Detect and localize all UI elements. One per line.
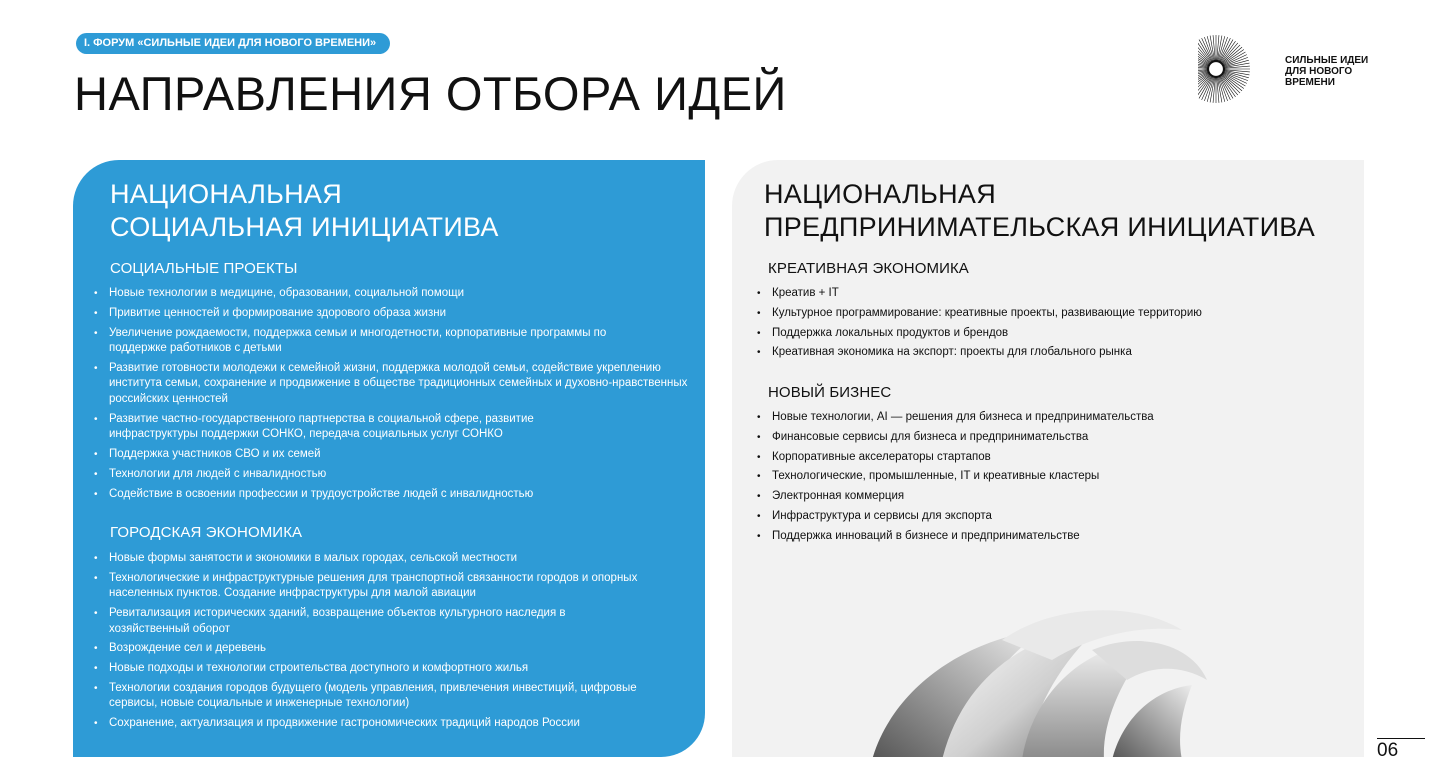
page-title: НАПРАВЛЕНИЯ ОТБОРА ИДЕЙ (74, 67, 787, 120)
entrepreneurial-initiative-card (732, 160, 1364, 757)
list-item: • Ревитализация исторических зданий, возвращение объектов культурного наследия в хозяйственный оборот (94, 606, 639, 637)
section-heading-social-projects: СОЦИАЛЬНЫЕ ПРОЕКТЫ (110, 260, 298, 277)
list-item: • Культурное программирование: креативные проекты, развивающие территорию (757, 306, 1347, 322)
card-title-line-1: НАЦИОНАЛЬНАЯ (110, 179, 343, 209)
card-title-line-2: ПРЕДПРИНИМАТЕЛЬСКАЯ ИНИЦИАТИВА (764, 212, 1316, 242)
card-title-line-2: СОЦИАЛЬНАЯ ИНИЦИАТИВА (110, 212, 499, 242)
logo-line-3: ВРЕМЕНИ (1285, 77, 1335, 88)
logo-line-1: СИЛЬНЫЕ ИДЕИ (1285, 55, 1369, 66)
social-initiative-title (110, 178, 499, 244)
list-item: • Технологии создания городов будущего (модель управления, привлечения инвестиций, цифровые сервисы, новые социальные и инженерные технологии) (94, 681, 669, 712)
forum-section-badge: I. ФОРУМ «СИЛЬНЫЕ ИДЕИ ДЛЯ НОВОГО ВРЕМЕНИ» (76, 33, 390, 54)
list-item: • Возрождение сел и деревень (94, 641, 694, 657)
entrepreneurial-initiative-title (764, 178, 1315, 244)
section-heading-creative-economy: КРЕАТИВНАЯ ЭКОНОМИКА (768, 260, 969, 277)
card-title-line-1: НАЦИОНАЛЬНАЯ (764, 179, 997, 209)
list-item: • Технологии для людей с инвалидностью (94, 467, 694, 483)
logo-line-2: ДЛЯ НОВОГО (1285, 66, 1353, 77)
section-heading-new-business: НОВЫЙ БИЗНЕС (768, 384, 892, 401)
creative-economy-list (757, 286, 1347, 365)
sunburst-logo-icon (1198, 34, 1278, 104)
list-item: • Технологические и инфраструктурные решения для транспортной связанности городов и опорных населенных пунктов. Создание инфраструктуры для малой авиации (94, 571, 669, 602)
list-item: • Технологические, промышленные, IT и креативные кластеры (757, 469, 1347, 485)
list-item: • Новые технологии в медицине, образовании, социальной помощи (94, 286, 694, 302)
list-item: • Содействие в освоении профессии и трудоустройстве людей с инвалидностью (94, 487, 694, 503)
list-item: • Увеличение рождаемости, поддержка семьи и многодетности, корпоративные программы по поддержке работников с детьми (94, 326, 654, 357)
list-item: • Поддержка инноваций в бизнесе и предпринимательстве (757, 529, 1347, 545)
social-initiative-card (73, 160, 705, 757)
list-item: • Новые формы занятости и экономики в малых городах, сельской местности (94, 551, 694, 567)
page-number: 06 (1377, 738, 1425, 760)
urban-economy-list (94, 551, 694, 736)
list-item: • Поддержка участников СВО и их семей (94, 447, 694, 463)
swirl-sculpture-icon (852, 600, 1212, 757)
list-item: • Финансовые сервисы для бизнеса и предпринимательства (757, 430, 1347, 446)
list-item: • Новые подходы и технологии строительства доступного и комфортного жилья (94, 661, 694, 677)
list-item: • Развитие готовности молодежи к семейной жизни, поддержка молодой семьи, содействие укреплению института семьи, сохранение и продвижение в обществе традиционных семейных и духовно-нравственных российских ценностей (94, 361, 694, 408)
list-item: • Новые технологии, AI — решения для бизнеса и предпринимательства (757, 410, 1347, 426)
list-item: • Сохранение, актуализация и продвижение гастрономических традиций народов России (94, 716, 694, 732)
list-item: • Креативная экономика на экспорт: проекты для глобального рынка (757, 345, 1347, 361)
list-item: • Развитие частно-государственного партнерства в социальной сфере, развитие инфраструктуры поддержки СОНКО, передача социальных услуг СОНКО (94, 412, 609, 443)
forum-logo (1198, 34, 1418, 104)
new-business-list (757, 410, 1347, 549)
list-item: • Креатив + IT (757, 286, 1347, 302)
list-item: • Корпоративные акселераторы стартапов (757, 450, 1347, 466)
logo-text (1285, 55, 1405, 88)
social-projects-list (94, 286, 694, 506)
list-item: • Привитие ценностей и формирование здорового образа жизни (94, 306, 694, 322)
list-item: • Поддержка локальных продуктов и брендов (757, 326, 1347, 342)
list-item: • Инфраструктура и сервисы для экспорта (757, 509, 1347, 525)
list-item: • Электронная коммерция (757, 489, 1347, 505)
section-heading-urban-economy: ГОРОДСКАЯ ЭКОНОМИКА (110, 524, 303, 541)
